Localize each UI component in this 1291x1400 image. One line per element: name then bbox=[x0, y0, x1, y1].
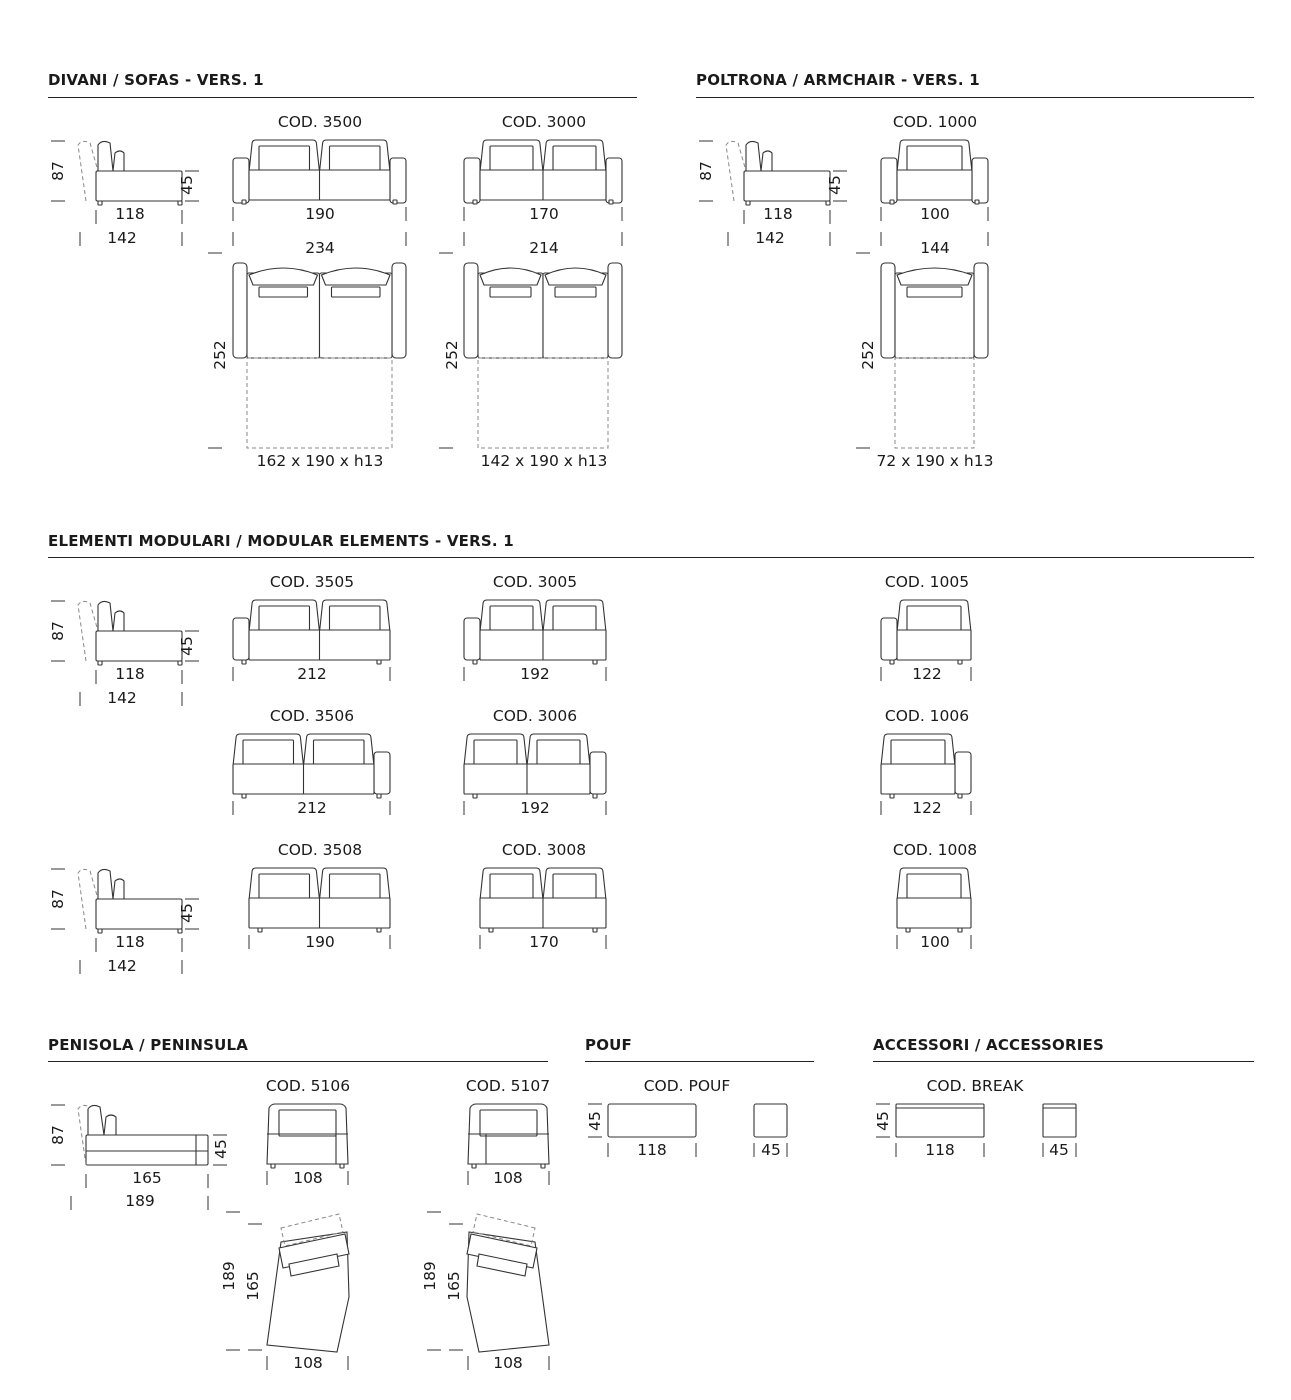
pouf-width: 118 bbox=[637, 1141, 667, 1159]
width-5107: 108 bbox=[493, 1169, 523, 1187]
bed-size-3500: 162 x 190 x h13 bbox=[256, 452, 384, 470]
open-depth-3000: 252 bbox=[443, 340, 461, 370]
arm-side-height: 87 bbox=[697, 161, 715, 181]
sofas-section-title: DIVANI / SOFAS - VERS. 1 bbox=[48, 71, 264, 89]
accessories-section-title: ACCESSORI / ACCESSORIES bbox=[873, 1036, 1104, 1054]
pen-plan-seat-depth-5106: 165 bbox=[244, 1271, 262, 1301]
code-3506: COD. 3506 bbox=[269, 707, 355, 725]
bed-size-3000: 142 x 190 x h13 bbox=[480, 452, 608, 470]
width-3500: 190 bbox=[305, 205, 335, 223]
code-pouf: COD. POUF bbox=[643, 1077, 731, 1095]
sofa-side-total-depth: 142 bbox=[107, 229, 137, 247]
mod-side-a-seat-depth: 118 bbox=[115, 665, 145, 683]
break-small-width: 45 bbox=[1049, 1141, 1069, 1159]
accessories-section-rule bbox=[873, 1061, 1254, 1062]
pouf-section-title: POUF bbox=[585, 1036, 632, 1054]
width-3006: 192 bbox=[520, 799, 550, 817]
code-3006: COD. 3006 bbox=[492, 707, 578, 725]
mod-side-b-seat-height: 45 bbox=[178, 903, 196, 923]
pen-plan-width-5106: 108 bbox=[293, 1354, 323, 1372]
pouf-small-width: 45 bbox=[761, 1141, 781, 1159]
armchair-section-title: POLTRONA / ARMCHAIR - VERS. 1 bbox=[696, 71, 980, 89]
width-3506: 212 bbox=[297, 799, 327, 817]
width-3000: 170 bbox=[529, 205, 559, 223]
sofas-section-rule bbox=[48, 97, 637, 98]
pouf-section-rule bbox=[585, 1061, 814, 1062]
code-5107: COD. 5107 bbox=[465, 1077, 551, 1095]
width-5106: 108 bbox=[293, 1169, 323, 1187]
code-1000: COD. 1000 bbox=[892, 113, 978, 131]
sofa-side-seat-height: 45 bbox=[178, 175, 196, 195]
sofa-3000-plan bbox=[439, 232, 622, 448]
modular-section-title: ELEMENTI MODULARI / MODULAR ELEMENTS - VERS. 1 bbox=[48, 532, 514, 550]
code-3508: COD. 3508 bbox=[277, 841, 363, 859]
pen-side-height: 87 bbox=[49, 1125, 67, 1145]
sofa-side-seat-depth: 118 bbox=[115, 205, 145, 223]
code-3008: COD. 3008 bbox=[501, 841, 587, 859]
break-width: 118 bbox=[925, 1141, 955, 1159]
pen-side-seat-depth: 165 bbox=[132, 1169, 162, 1187]
arm-side-seat-depth: 118 bbox=[763, 205, 793, 223]
modular-section-rule bbox=[48, 557, 1254, 558]
mod-side-a-seat-height: 45 bbox=[178, 636, 196, 656]
pen-side-total-depth: 189 bbox=[125, 1192, 155, 1210]
armchair-section-rule bbox=[696, 97, 1254, 98]
break-height: 45 bbox=[874, 1111, 892, 1131]
peninsula-section-rule bbox=[48, 1061, 548, 1062]
break-drawing bbox=[876, 1104, 1076, 1157]
plan-width-3000: 214 bbox=[529, 239, 559, 257]
width-1000: 100 bbox=[920, 205, 950, 223]
pen-plan-width-5107: 108 bbox=[493, 1354, 523, 1372]
mod-side-b-total-depth: 142 bbox=[107, 957, 137, 975]
code-break: COD. BREAK bbox=[926, 1077, 1024, 1095]
width-1008: 100 bbox=[920, 933, 950, 951]
pouf-drawing bbox=[588, 1104, 787, 1157]
arm-side-total-depth: 142 bbox=[755, 229, 785, 247]
bed-size-1000: 72 x 190 x h13 bbox=[876, 452, 994, 470]
width-3505: 212 bbox=[297, 665, 327, 683]
width-3508: 190 bbox=[305, 933, 335, 951]
plan-width-3500: 234 bbox=[305, 239, 335, 257]
code-3000: COD. 3000 bbox=[501, 113, 587, 131]
pen-side-seat-height: 45 bbox=[212, 1139, 230, 1159]
arm-side-seat-height: 45 bbox=[826, 175, 844, 195]
mod-side-a-total-depth: 142 bbox=[107, 689, 137, 707]
sofa-3500-plan bbox=[208, 232, 406, 448]
open-depth-3500: 252 bbox=[211, 340, 229, 370]
code-1005: COD. 1005 bbox=[884, 573, 970, 591]
code-3500: COD. 3500 bbox=[277, 113, 363, 131]
pouf-height: 45 bbox=[586, 1111, 604, 1131]
width-3005: 192 bbox=[520, 665, 550, 683]
code-1006: COD. 1006 bbox=[884, 707, 970, 725]
sofa-side-height: 87 bbox=[49, 161, 67, 181]
mod-side-b-seat-depth: 118 bbox=[115, 933, 145, 951]
plan-width-1000: 144 bbox=[920, 239, 950, 257]
code-3005: COD. 3005 bbox=[492, 573, 578, 591]
pen-plan-total-depth-5107: 189 bbox=[421, 1261, 439, 1291]
open-depth-1000: 252 bbox=[859, 340, 877, 370]
mod-side-b-height: 87 bbox=[49, 889, 67, 909]
pen-plan-seat-depth-5107: 165 bbox=[445, 1271, 463, 1301]
code-1008: COD. 1008 bbox=[892, 841, 978, 859]
width-1005: 122 bbox=[912, 665, 942, 683]
width-3008: 170 bbox=[529, 933, 559, 951]
pen-plan-total-depth-5106: 189 bbox=[220, 1261, 238, 1291]
mod-side-a-height: 87 bbox=[49, 621, 67, 641]
code-3505: COD. 3505 bbox=[269, 573, 355, 591]
code-5106: COD. 5106 bbox=[265, 1077, 351, 1095]
peninsula-section-title: PENISOLA / PENINSULA bbox=[48, 1036, 249, 1054]
width-1006: 122 bbox=[912, 799, 942, 817]
